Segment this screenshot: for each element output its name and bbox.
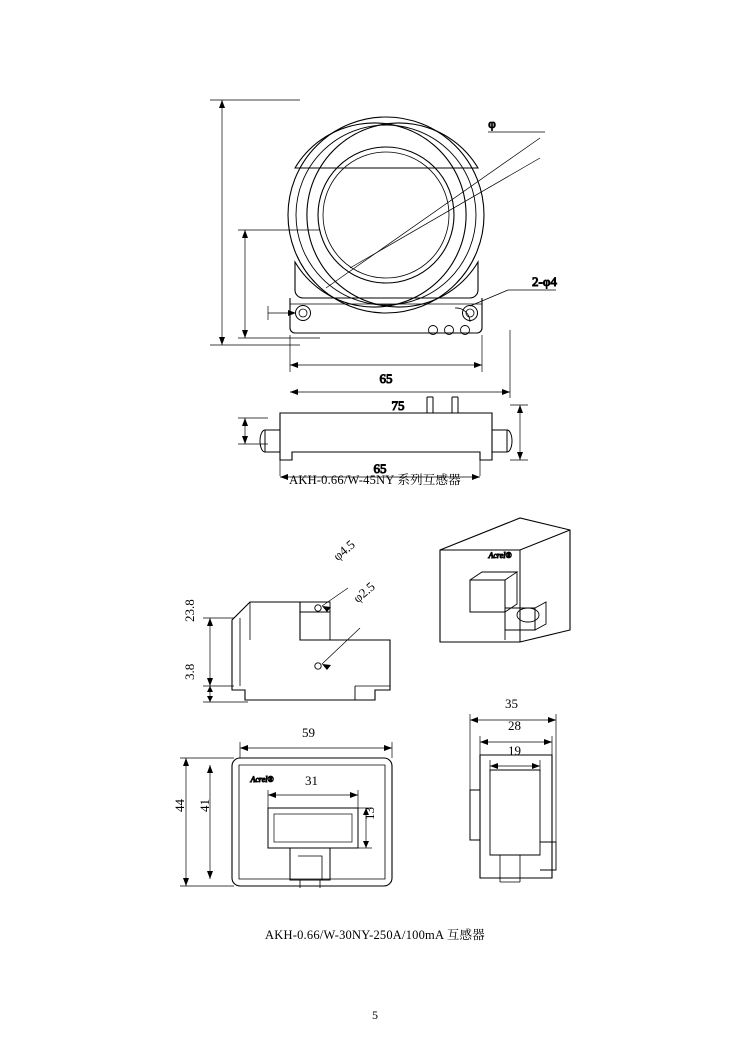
dim-label-hole-large: φ4.5 [330,536,358,564]
svg-text:65: 65 [379,371,393,386]
dim-label-front-width: 59 [302,725,315,740]
svg-text:Acrel®: Acrel® [488,551,512,560]
dim-label-height-total: 23.8 [182,599,197,622]
dim-label-side-width-mid: 28 [508,718,521,733]
svg-text:2-φ4: 2-φ4 [532,274,557,289]
caption-text-45ny: AKH-0.66/W-45NY 系列互感器 [289,473,461,487]
svg-text:φ: φ [488,116,496,131]
svg-text:65: 65 [373,461,387,476]
page-number [0,1008,750,1023]
dim-label-side-width-outer: 35 [505,696,518,711]
dim-label-front-inner-width: 31 [305,773,318,788]
svg-text:75: 75 [391,398,405,413]
dim-label-side-width-inner: 19 [508,743,521,758]
figure-45ny-caption [0,470,750,488]
figure-45ny-drawing [0,40,750,480]
svg-text:Acrel®: Acrel® [250,775,274,784]
caption-text-30ny: AKH-0.66/W-30NY-250A/100mA 互感器 [265,928,485,942]
dim-label-front-height-outer: 44 [172,799,187,812]
page-number-text: 5 [372,1008,378,1022]
dim-label-window-height: 13 [362,807,377,820]
figure-akh-30ny [0,490,750,920]
dim-label-hole-small: φ2.5 [350,578,378,606]
figure-akh-45ny [0,40,750,480]
figure-30ny-caption [0,925,750,943]
dim-label-front-height-inner: 41 [197,799,212,812]
dim-label-height-foot: 3.8 [182,663,197,680]
